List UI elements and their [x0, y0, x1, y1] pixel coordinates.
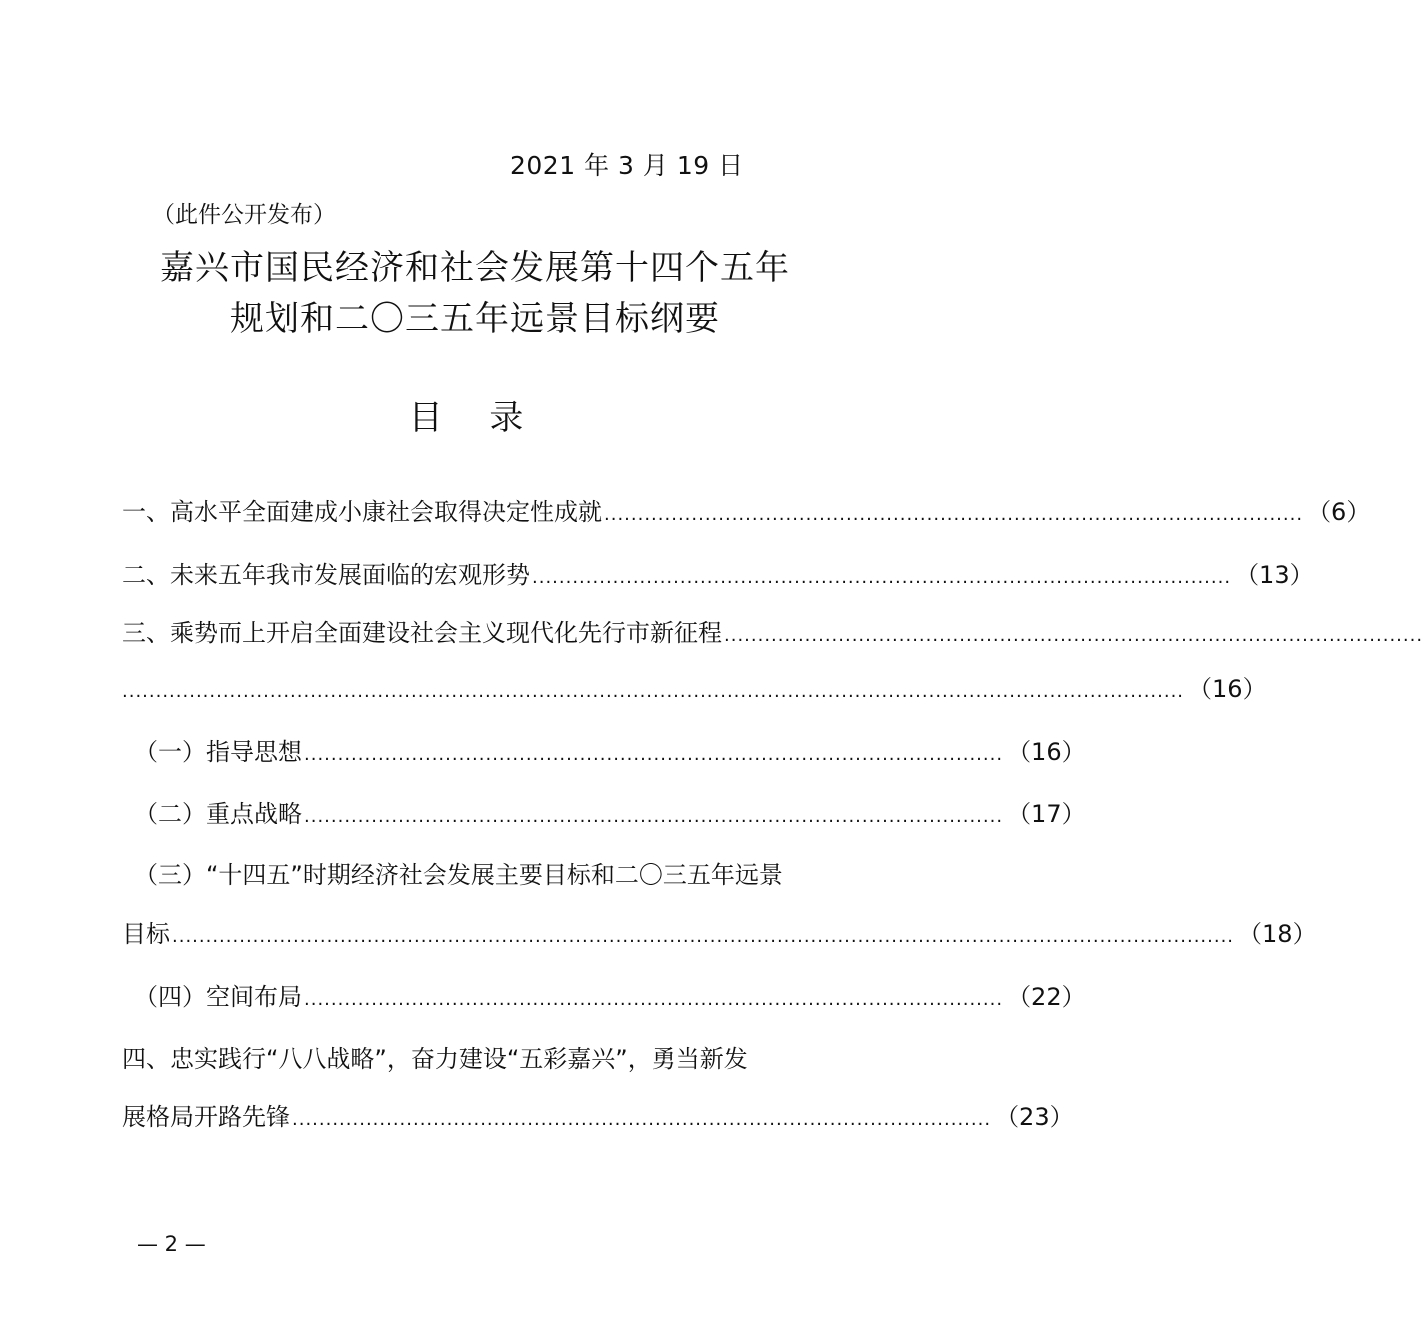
toc-leader-dots: ........................................................................................................ [292, 1109, 992, 1130]
toc-entry [122, 1041, 828, 1077]
toc-entry-label: （二）重点战略 [134, 800, 302, 828]
toc-entry-label: （三）“十四五”时期经济社会发展主要目标和二〇三五年远景 [134, 861, 783, 889]
toc-leader-dots: ........................................................................................................ [532, 567, 1232, 588]
toc-leader-dots: ........................................................................................................ [604, 504, 1304, 525]
toc-entry-page: （6） [1307, 498, 1371, 526]
publication-note: （此件公开发布） [152, 202, 336, 228]
document-date: 2021 年 3 月 19 日 [510, 151, 744, 180]
toc-entry-label: （四）空间布局 [134, 983, 302, 1011]
toc-entry-label: 三、乘势而上开启全面建设社会主义现代化先行市新征程 [122, 619, 722, 647]
toc-entry [122, 857, 828, 893]
document-title-line-1: 嘉兴市国民经济和社会发展第十四个五年 [160, 248, 790, 288]
toc-entry-label: 展格局开路先锋 [122, 1103, 290, 1131]
toc-leader-dots: .............................................................................................................................................................. [122, 681, 1185, 702]
toc-heading: 目 录 [408, 398, 542, 438]
toc-entry-page: （16） [1007, 738, 1086, 766]
toc-leader-dots: ........................................................................................................ [304, 806, 1004, 827]
toc-entry [122, 734, 1086, 770]
toc-entry [122, 557, 1314, 593]
toc-entry-page: （18） [1238, 920, 1317, 948]
toc-leader-dots: ........................................................................................................ [304, 744, 1004, 765]
toc-leader-dots: ........................................................................................................ [724, 625, 1423, 646]
toc-entry-label: 一、高水平全面建成小康社会取得决定性成就 [122, 498, 602, 526]
toc-entry-label: 二、未来五年我市发展面临的宏观形势 [122, 561, 530, 589]
toc-entry [122, 1099, 1074, 1135]
document-title-line-2: 规划和二〇三五年远景目标纲要 [230, 299, 720, 339]
toc-entry [122, 979, 1086, 1015]
toc-leader-dots: .............................................................................................................................................................. [172, 926, 1235, 947]
page-number: — 2 — [137, 1232, 206, 1256]
toc-entry-label: （一）指导思想 [134, 738, 302, 766]
toc-entry-page: （17） [1007, 800, 1086, 828]
toc-entry-label: 目标 [122, 920, 170, 948]
toc-leader-dots: ........................................................................................................ [304, 989, 1004, 1010]
toc-entry-label: 四、忠实践行“八八战略”，奋力建设“五彩嘉兴”，勇当新发 [122, 1045, 748, 1073]
toc-entry-page: （22） [1007, 983, 1086, 1011]
toc-entry [122, 671, 1267, 707]
toc-entry-page: （23） [995, 1103, 1074, 1131]
toc-entry [122, 796, 1086, 832]
toc-entry [122, 494, 1371, 530]
toc-entry [122, 615, 1423, 651]
toc-entry-page: （13） [1235, 561, 1314, 589]
toc-entry-page: （16） [1188, 675, 1267, 703]
toc-entry [122, 916, 1317, 952]
